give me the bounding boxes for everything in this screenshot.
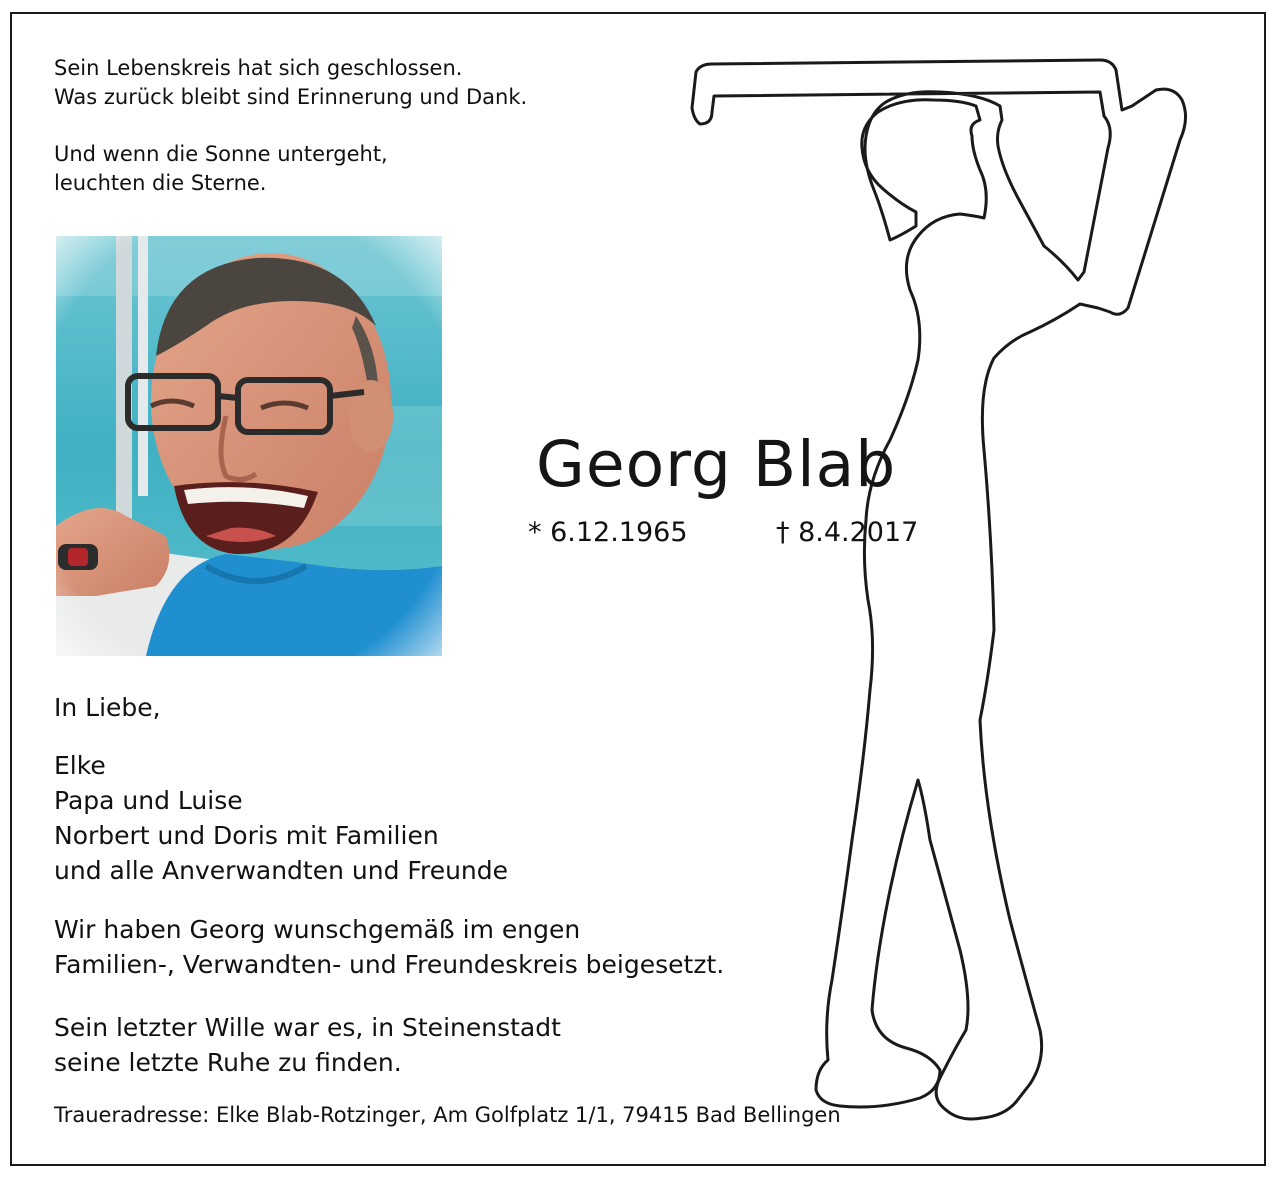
death-date: † 8.4.2017 bbox=[776, 517, 919, 548]
poem-line: Und wenn die Sonne untergeht, bbox=[54, 142, 388, 166]
mourner-line: und alle Anverwandten und Freunde bbox=[54, 856, 509, 885]
birth-date: * 6.12.1965 bbox=[528, 517, 688, 548]
mourning-address bbox=[54, 1101, 841, 1130]
poem-stanza-1 bbox=[54, 54, 527, 112]
greeting-text: In Liebe, bbox=[54, 693, 161, 722]
poem-line: Sein Lebenskreis hat sich geschlossen. bbox=[54, 56, 463, 80]
will-line: Sein letzter Wille war es, in Steinenstadt bbox=[54, 1013, 561, 1042]
poem-stanza-2 bbox=[54, 140, 388, 198]
mourners-list bbox=[54, 748, 508, 888]
greeting bbox=[54, 690, 161, 725]
funeral-line: Wir haben Georg wunschgemäß im engen bbox=[54, 915, 581, 944]
will-line: seine letzte Ruhe zu finden. bbox=[54, 1048, 402, 1077]
deceased-name: Georg Blab bbox=[536, 428, 897, 501]
mourner-line: Norbert und Doris mit Familien bbox=[54, 821, 439, 850]
last-will-notice bbox=[54, 1010, 561, 1080]
address-text: Traueradresse: Elke Blab-Rotzinger, Am Golfplatz 1/1, 79415 Bad Bellingen bbox=[54, 1103, 841, 1127]
mourner-line: Papa und Luise bbox=[54, 786, 243, 815]
golfer-silhouette bbox=[600, 40, 1280, 1170]
funeral-line: Familien-, Verwandten- und Freundeskreis beigesetzt. bbox=[54, 950, 725, 979]
funeral-notice bbox=[54, 912, 724, 982]
portrait-photo bbox=[56, 236, 442, 656]
poem-line: leuchten die Sterne. bbox=[54, 171, 267, 195]
mourner-line: Elke bbox=[54, 751, 106, 780]
poem-line: Was zurück bleibt sind Erinnerung und Dank. bbox=[54, 85, 528, 109]
